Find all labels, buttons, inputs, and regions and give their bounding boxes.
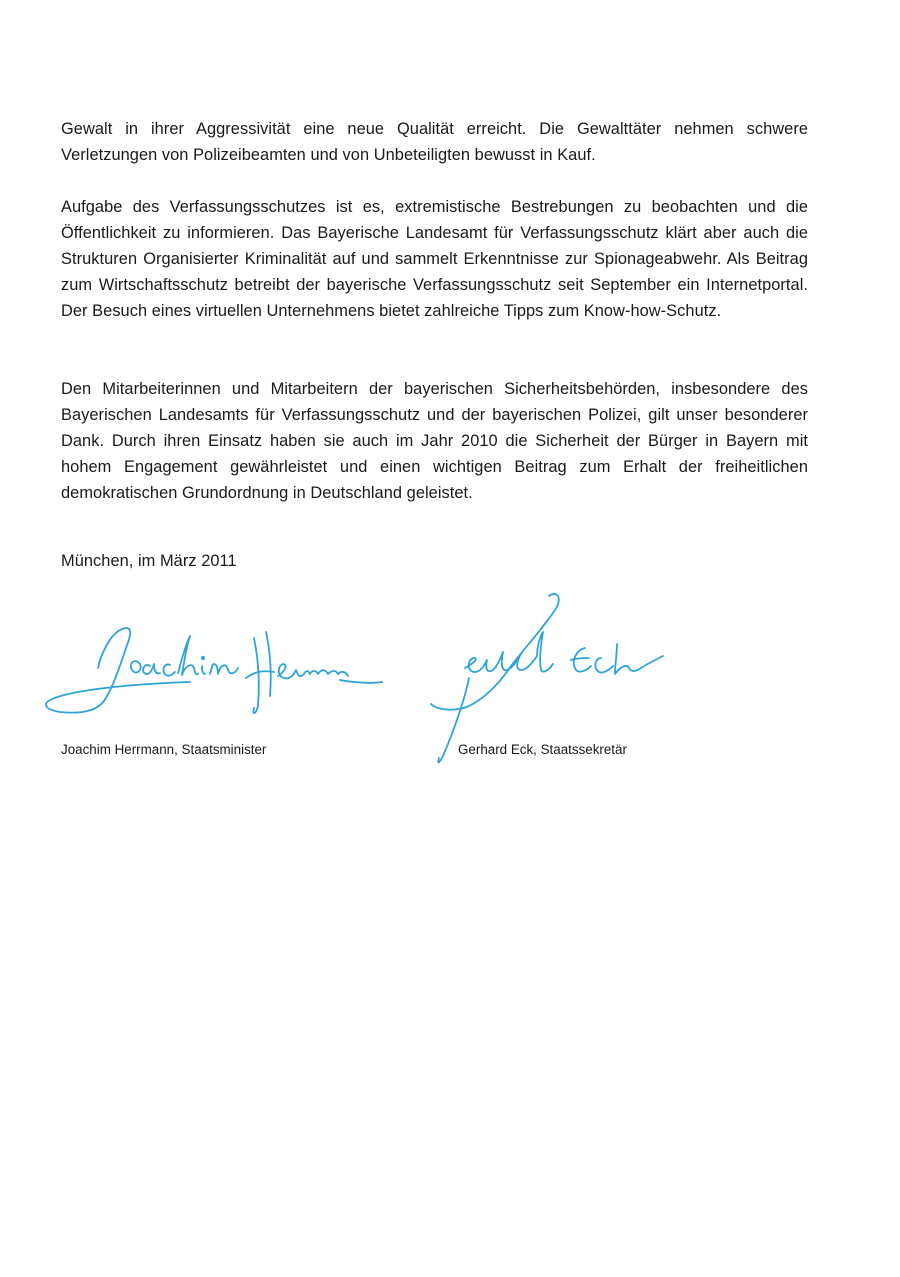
- signature-herrmann: [40, 618, 385, 723]
- paragraph-text: Aufgabe des Verfassungsschutzes ist es, extremistische Bestrebungen zu beobachten und die Öffentlichkeit zu informieren. Das Bayerische Landesamt für Verfassungsschutz klärt aber auch die Strukturen Organisierter Kriminalität auf und sammelt Erkenntnisse zur Spionageabwehr. Als Beitrag zum Wirtschaftsschutz betreibt der bayerische Verfassungsschutz seit September ein Internetportal. Der Besuch eines virtuellen Unternehmens bietet zahlreiche Tipps zum Know-how-Schutz.: [61, 198, 808, 320]
- body-paragraph-3: [61, 376, 808, 506]
- signature-caption-eck: Gerhard Eck, Staatssekretär: [458, 742, 627, 757]
- body-paragraph-2: [61, 194, 808, 324]
- body-paragraph-1: [61, 116, 808, 168]
- signature-caption-herrmann: Joachim Herrmann, Staatsminister: [61, 742, 267, 757]
- paragraph-text: Gewalt in ihrer Aggressivität eine neue Qualität erreicht. Die Gewalttäter nehmen schwere Verletzungen von Polizeibeamten und von Unbeteiligten bewusst in Kauf.: [61, 120, 808, 164]
- paragraph-text: Den Mitarbeiterinnen und Mitarbeitern der bayerischen Sicherheitsbehörden, insbesondere des Bayerischen Landesamts für Verfassungsschutz und der bayerischen Polizei, gilt unser besonderer Dank. Durch ihren Einsatz haben sie auch im Jahr 2010 die Sicherheit der Bürger in Bayern mit hohem Engagement gewährleistet und einen wichtigen Beitrag zum Erhalt der freiheitlichen demokratischen Grundordnung in Deutschland geleistet.: [61, 380, 808, 502]
- handwritten-signature-icon: [40, 618, 385, 723]
- place-date-line: München, im März 2011: [61, 552, 237, 570]
